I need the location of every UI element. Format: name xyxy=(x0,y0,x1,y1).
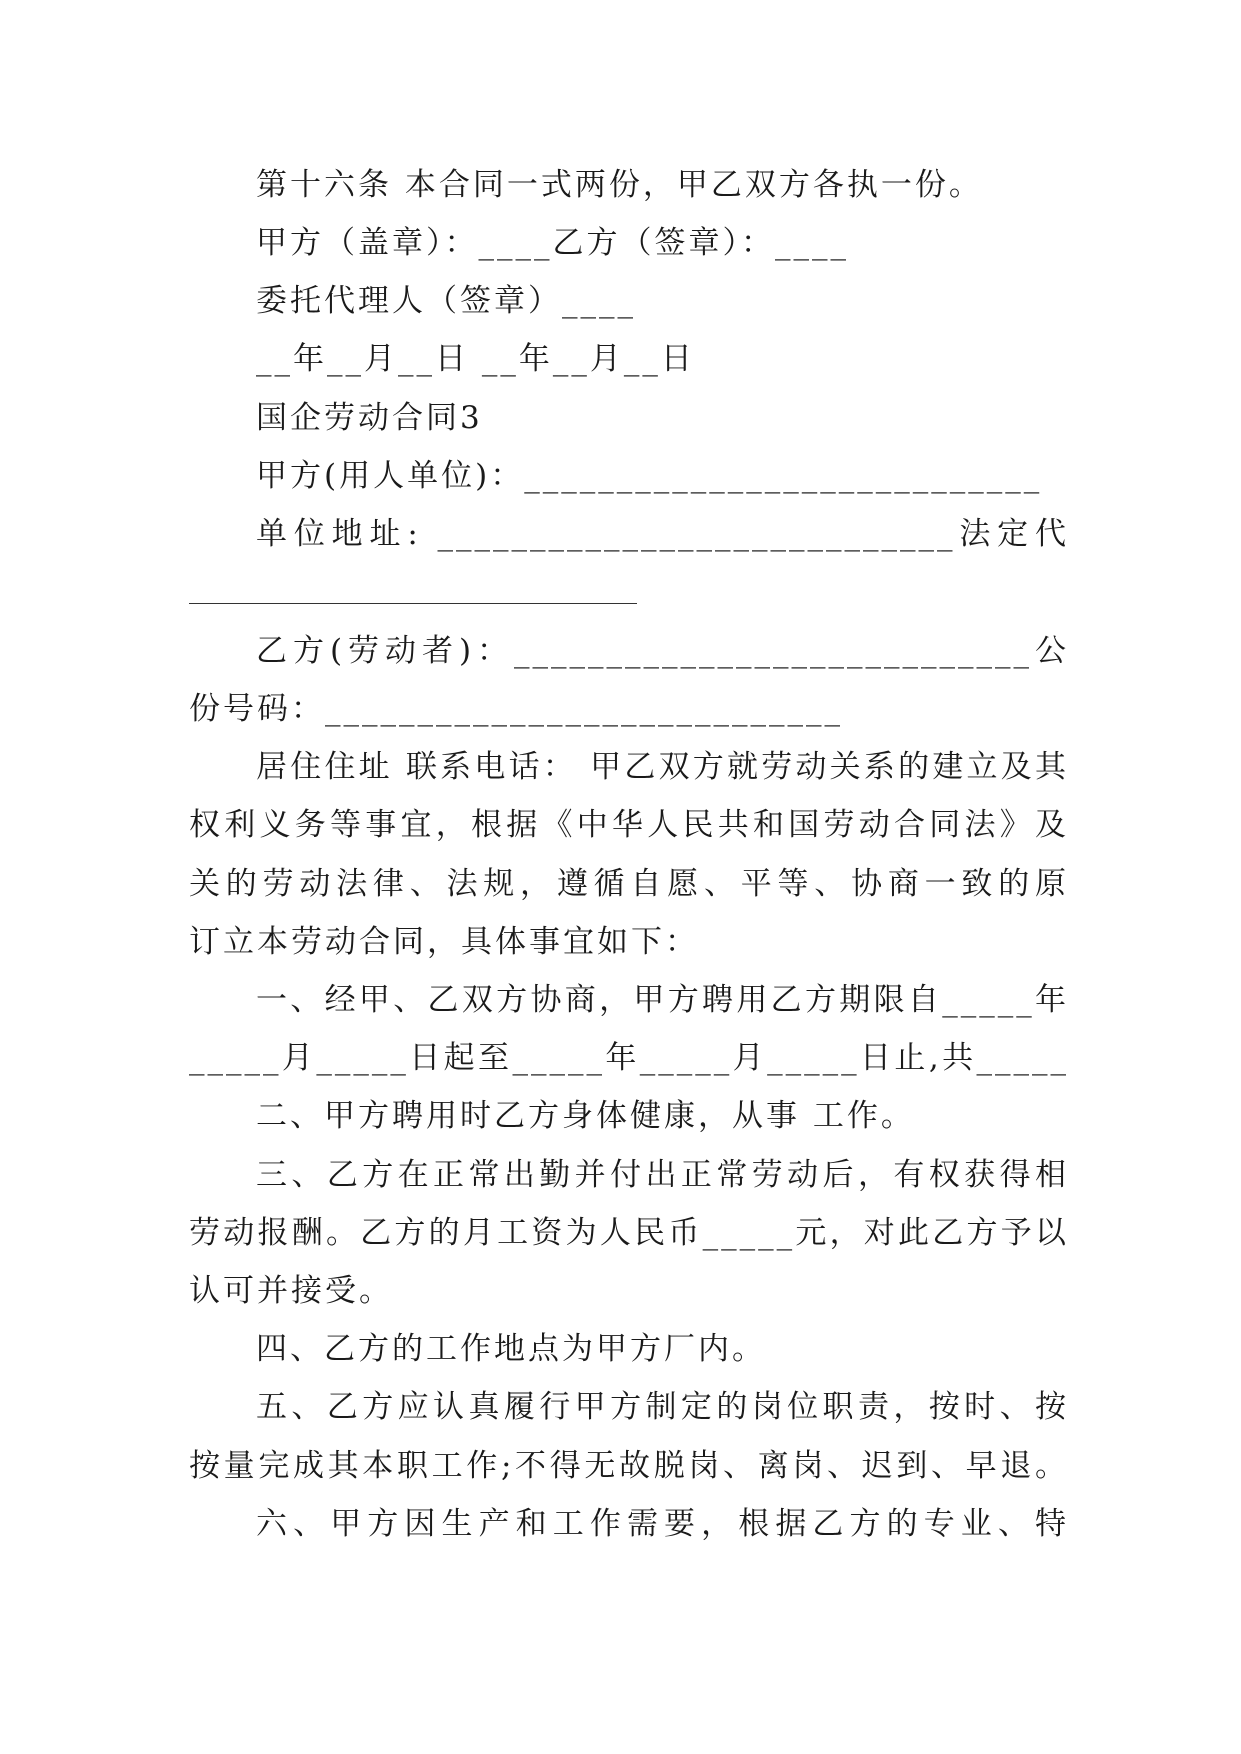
contract-section-title: 国企劳动合同3 xyxy=(256,400,483,436)
clause-1-term-cont: _____月_____日起至_____年_____月_____日止,共_____ xyxy=(189,1040,1069,1076)
paragraph-line: 订立本劳动合同，具体事宜如下： xyxy=(189,924,699,960)
paragraph-line: 权利义务等事宜，根据《中华人民共和国劳动合同法》及 xyxy=(189,807,1069,843)
clause-5-duties-cont: 按量完成其本职工作;不得无故脱岗、离岗、迟到、早退。 xyxy=(189,1448,1069,1484)
clause-16-copies: 第十六条 本合同一式两份，甲乙双方各执一份。 xyxy=(256,167,983,203)
clause-2-job: 二、甲方聘用时乙方身体健康，从事 工作。 xyxy=(256,1098,915,1134)
party-b-worker-line: 乙方(劳动者)：____________________________公 xyxy=(256,633,1069,669)
agent-signature-line: 委托代理人（签章）____ xyxy=(256,283,636,319)
clause-4-location: 四、乙方的工作地点为甲方厂内。 xyxy=(256,1331,766,1367)
legal-representative-blank xyxy=(189,603,637,604)
clause-3-pay-end: 认可并接受。 xyxy=(189,1273,393,1309)
paragraph-line: 居住住址 联系电话： 甲乙双方就劳动关系的建立及其 xyxy=(256,749,1069,785)
date-line: __年__月__日 __年__月__日 xyxy=(256,341,695,377)
employer-address-line: 单位地址: ____________________________法定代 xyxy=(256,516,1069,552)
paragraph-line: 关的劳动法律、法规，遵循自愿、平等、协商一致的原 xyxy=(189,866,1069,902)
party-a-employer-line: 甲方(用人单位)：____________________________ xyxy=(256,458,1043,494)
id-number-line: 份号码：____________________________ xyxy=(189,691,843,727)
clause-1-term: 一、经甲、乙双方协商，甲方聘用乙方期限自_____年 xyxy=(256,982,1069,1018)
party-seal-signature-line: 甲方（盖章）：____乙方（签章）：____ xyxy=(256,225,849,261)
clause-3-pay: 三、乙方在正常出勤并付出正常劳动后，有权获得相 xyxy=(256,1157,1069,1193)
clause-6-assignment: 六、甲方因生产和工作需要，根据乙方的专业、特 xyxy=(256,1506,1069,1542)
clause-3-pay-cont: 劳动报酬。乙方的月工资为人民币_____元，对此乙方予以 xyxy=(189,1215,1069,1251)
clause-5-duties: 五、乙方应认真履行甲方制定的岗位职责，按时、按 xyxy=(256,1389,1069,1425)
